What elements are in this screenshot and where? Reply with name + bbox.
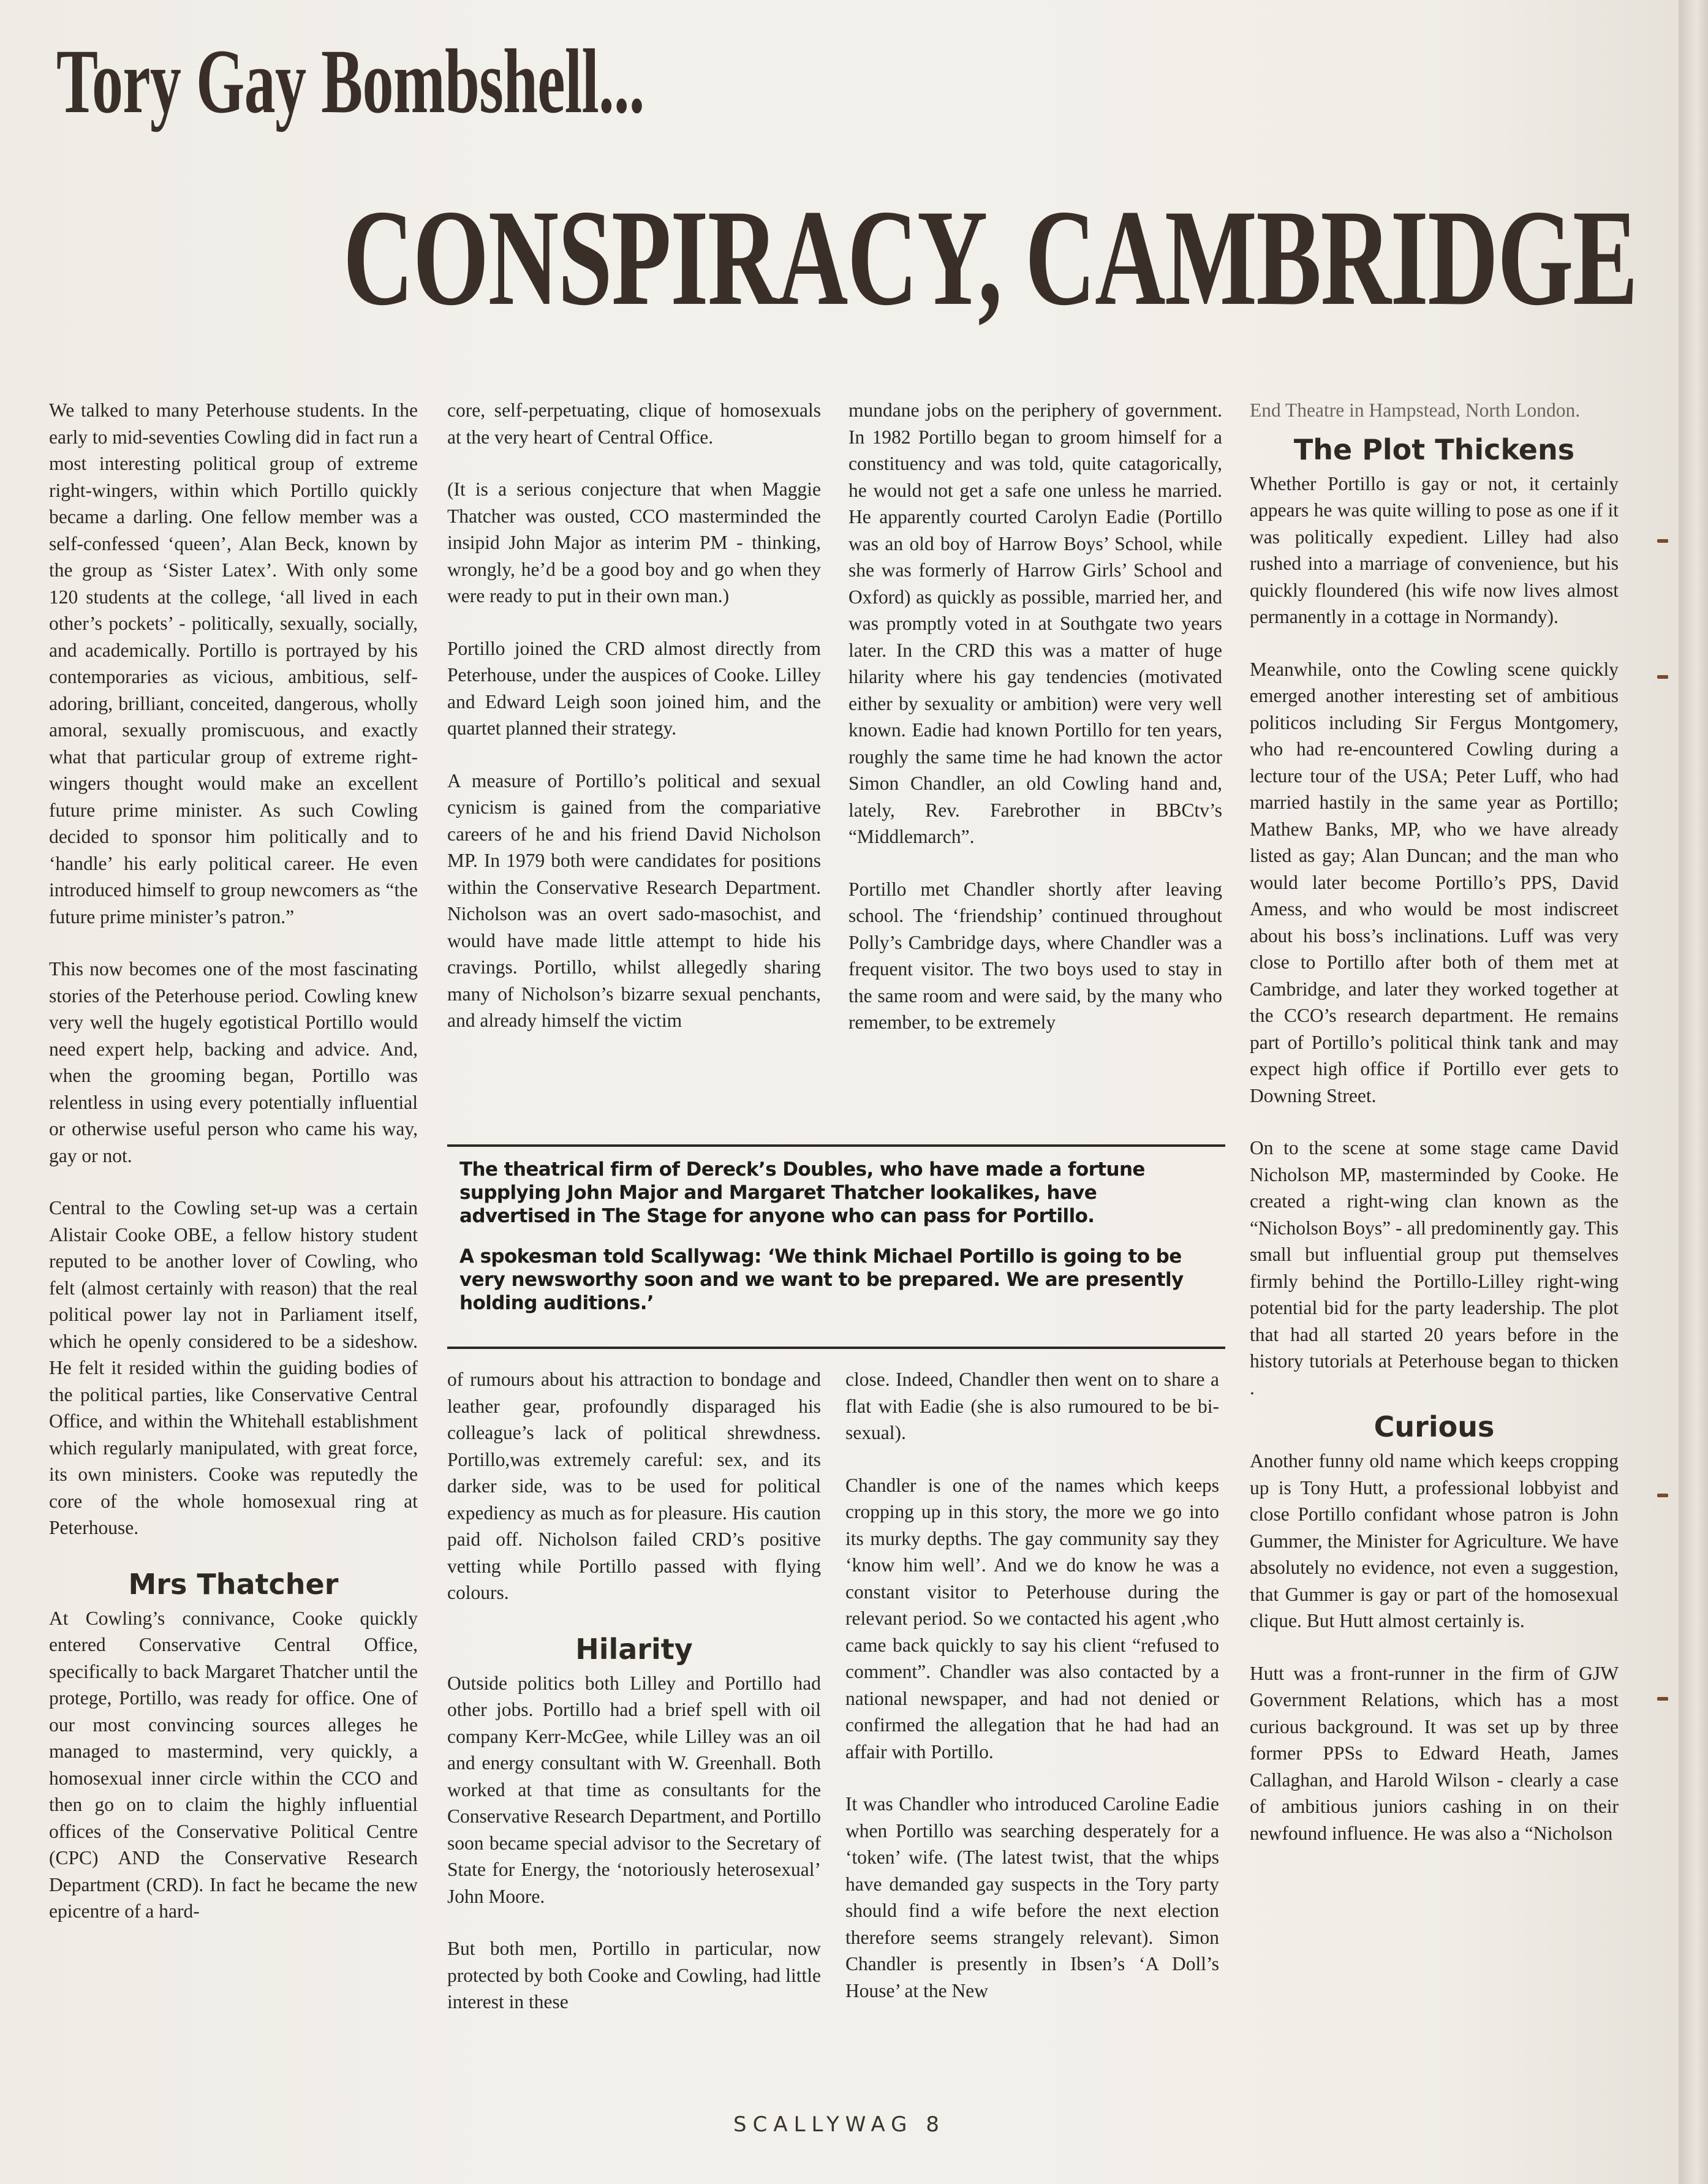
- paragraph: Portillo joined the CRD almost directly from Peterhouse, under the auspices of Cooke. Lilley and Edward Leigh soon joined him, and the quartet planned their strategy.: [447, 637, 821, 739]
- paragraph: close. Indeed, Chandler then went on to share a flat with Eadie (she is also rumoured to be bi-sexual).: [845, 1369, 1219, 1443]
- paragraph: of rumours about his attraction to bondage and leather gear, profoundly disparaged his colleague’s lack of political shrewdness. Portillo,was extremely careful: sex, and its darker side, was to be used for political expediency as much as for pleasure. His caution paid off. Nicholson failed CRD’s positive vetting while Portillo passed with flying colours.: [447, 1369, 821, 1603]
- binding-mark: [1657, 539, 1668, 543]
- pullout-paragraph: A spokesman told Scallywag: ‘We think Michael Portillo is going to be very newsworthy soon and we want to be prepared. We are presently holding auditions.’: [459, 1245, 1184, 1314]
- article-column-1: [49, 397, 418, 1925]
- paragraph: At Cowling’s connivance, Cooke quickly entered Conservative Central Office, specifically to back Margaret Thatcher until the protege, Portillo, was ready for office. One of our most convincing sources alleges he managed to mastermind, very quickly, a homosexual inner circle within the CCO and then go on to claim the highly influential offices of the Conservative Political Centre (CPC) AND the Conservative Research Department (CRD). In fact he became the new epicentre of a hard-: [49, 1607, 418, 1922]
- paragraph: Outside politics both Lilley and Portillo had other jobs. Portillo had a brief spell with oil company Kerr-McGee, while Lilley was an oil and energy consultant with W. Greenhall. Both worked at that time as consultants for the Conservative Research Department, and Portillo soon became special advisor to the Secretary of State for Energy, the ‘notoriously heterosexual’ John Moore.: [447, 1672, 821, 1907]
- subheading-curious: Curious: [1374, 1410, 1495, 1443]
- paragraph: Central to the Cowling set-up was a certain Alistair Cooke OBE, a fellow history student reputed to be another lover of Cowling, who felt (almost certainly with reason) that the real political power lay not in Parliament itself, which he openly considered to be a sideshow. He felt it resided within the guiding bodies of the political parties, like Conservative Central Office, and within the Whitehall establishment which regularly manipulated, with great force, its own ministers. Cooke was reputedly the core of the whole homosexual ring at Peterhouse.: [49, 1197, 418, 1538]
- paragraph: A measure of Portillo’s political and sexual cynicism is gained from the compariative careers of he and his friend David Nicholson MP. In 1979 both were candidates for positions within the Conservative Research Department. Nicholson was an overt sado-masochist, and would have made little attempt to hide his cravings. Portillo, whilst allegedly sharing many of Nicholson’s bizarre sexual penchants, and already himself the victim: [447, 769, 821, 1031]
- binding-mark: [1657, 675, 1668, 679]
- kicker-title: Tory Gay Bombshell...: [56, 31, 644, 132]
- paragraph: This now becomes one of the most fascinating stories of the Peterhouse period. Cowling knew very well the hugely egotistical Portillo would need expert help, backing and advice. And, when the grooming began, Portillo was relentless in using every potentially influential or otherwise useful person who came his way, gay or not.: [49, 958, 418, 1166]
- subheading-hilarity: Hilarity: [575, 1632, 693, 1666]
- paragraph: We talked to many Peterhouse students. In the early to mid-seventies Cowling did in fact run a most interesting political group of extreme right-wingers, within which Portillo quickly became a darling. One fellow member was a self-confessed ‘queen’, Alan Beck, known by the group as ‘Sister Latex’. With only some 120 students at the college, ‘all lived in each other’s pockets’ - politically, sexually, socially, and academically. Portillo is portrayed by his contemporaries as vicious, ambitious, self-adoring, brilliant, conceited, dangerous, wholly amoral, sexually promiscuous, and exactly what that particular group of extreme right-wingers thought would make an excellent future prime minister. As such Cowling decided to sponsor him politically and to ‘handle’ his early political career. He even introduced himself to group newcomers as “the future prime minister’s patron.”: [49, 399, 418, 928]
- paragraph: (It is a serious conjecture that when Maggie Thatcher was ousted, CCO masterminded the insipid John Major as interim PM - thinking, wrongly, he’d be a good boy and go when they were ready to put in their own man.): [447, 478, 821, 606]
- magazine-spine-edge: [1679, 0, 1708, 2184]
- paragraph: Whether Portillo is gay or not, it certainly appears he was quite willing to pose as one if it was politically expedient. Lilley had also rushed into a marriage of convenience, but his quickly floundered (his wife now lives almost permanently in a cottage in Normandy).: [1250, 472, 1619, 627]
- subheading-the-plot-thickens: The Plot Thickens: [1293, 433, 1575, 466]
- article-column-2-upper: [447, 397, 821, 1034]
- subheading-mrs-thatcher: Mrs Thatcher: [128, 1567, 339, 1601]
- article-column-4: [1250, 397, 1619, 1846]
- article-column-3-lower: [845, 1366, 1219, 2004]
- paragraph: Another funny old name which keeps cropping up is Tony Hutt, a professional lobbyist and close Portillo confidant whose patron is John Gummer, the Minister for Agriculture. We have absolutely no evidence, not even a suggestion, that Gummer is gay or part of the homosexual clique. But Hutt almost certainly is.: [1250, 1450, 1619, 1631]
- binding-mark: [1657, 1494, 1668, 1497]
- paragraph: On to the scene at some stage came David Nicholson MP, masterminded by Cooke. He created a right-wing clan known as the “Nicholson Boys” - all predominently gay. This small but influential group put themselves firmly behind the Portillo-Lilley right-wing potential bid for the party leadership. The plot that had all started 20 years before in the history tutorials at Peterhouse began to thicken .: [1250, 1137, 1619, 1399]
- page-folio: SCALLYWAG 8: [733, 2112, 945, 2137]
- article-column-3-upper: [848, 397, 1222, 1036]
- paragraph: Chandler is one of the names which keeps cropping up in this story, the more we go into its murky depths. The gay community say they ‘know him well’. And we do know he was a constant visitor to Peterhouse during the relevant period. So we contacted his agent ,who came back quickly to say his client “refused to comment”. Chandler was also contacted by a national newspaper, and had not denied or confirmed the allegation that he had had an affair with Portillo.: [845, 1474, 1219, 1763]
- paragraph: But both men, Portillo in particular, now protected by both Cooke and Cowling, had little interest in these: [447, 1938, 821, 2012]
- paragraph: It was Chandler who introduced Caroline Eadie when Portillo was searching desperately for a ‘token’ wife. (The latest twist, that the whips have demanded gay suspects in the Tory party should find a wife before the next election therefore seems strangely relevant). Simon Chandler is presently in Ibsen’s ‘A Doll’s House’ at the New: [845, 1793, 1219, 2001]
- paragraph: Hutt was a front-runner in the firm of GJW Government Relations, which has a most curious background. It was set up by three former PPSs to Edward Heath, James Callaghan, and Harold Wilson - clearly a case of ambitious juniors cashing in on their newfound influence. He was also a “Nicholson: [1250, 1662, 1619, 1844]
- article-column-2-lower: [447, 1366, 821, 2016]
- paragraph: End Theatre in Hampstead, North London.: [1250, 399, 1581, 421]
- paragraph: Meanwhile, onto the Cowling scene quickly emerged another interesting set of ambitious politicos including Sir Fergus Montgomery, who had re-encountered Cowling during a lecture tour of the USA; Peter Luff, who had married hastily in the same year as Portillo; Mathew Banks, MP, who we have already listed as gay; Alan Duncan; and the man who would later become Portillo’s PPS, David Amess, and who would be most indiscreet about his boss’s inclinations. Luff was very close to Portillo after both of them met at Cambridge, and later they worked together at the CCO’s research department. He remains part of Portillo’s political think tank and may expect high office if Portillo ever gets to Downing Street.: [1250, 658, 1619, 1106]
- paragraph: Portillo met Chandler shortly after leaving school. The ‘friendship’ continued throughout Polly’s Cambridge days, where Chandler was a frequent visitor. The two boys used to stay in the same room and were said, by the many who remember, to be extremely: [848, 878, 1222, 1033]
- pullout-paragraph: The theatrical firm of Dereck’s Doubles, who have made a fortune supplying John Major and Margaret Thatcher lookalikes, have advertised in The Stage for anyone who can pass for Portillo.: [459, 1158, 1145, 1227]
- paragraph: mundane jobs on the periphery of government. In 1982 Portillo began to groom himself for a constituency and was told, quite catagorically, he would not get a safe one unless he married. He apparently courted Carolyn Eadie (Portillo was an old boy of Harrow Boys’ School, while she was formerly of Harrow Girls’ School and Oxford) as quickly as possible, married her, and was promptly voted in at Southgate two years later. In the CRD this was a matter of huge hilarity where his gay tendencies (motivated either by sexuality or ambition) were very well known. Eadie had known Portillo for ten years, roughly the same time he had known the actor Simon Chandler, an old Cowling hand and, lately, Rev. Farebrother in BBCtv’s “Middlemarch”.: [848, 399, 1222, 847]
- paragraph: core, self-perpetuating, clique of homosexuals at the very heart of Central Office.: [447, 399, 821, 448]
- headline: CONSPIRACY, CAMBRIDGE: [343, 181, 1638, 334]
- pullout-box: [447, 1144, 1225, 1349]
- binding-mark: [1657, 1697, 1668, 1701]
